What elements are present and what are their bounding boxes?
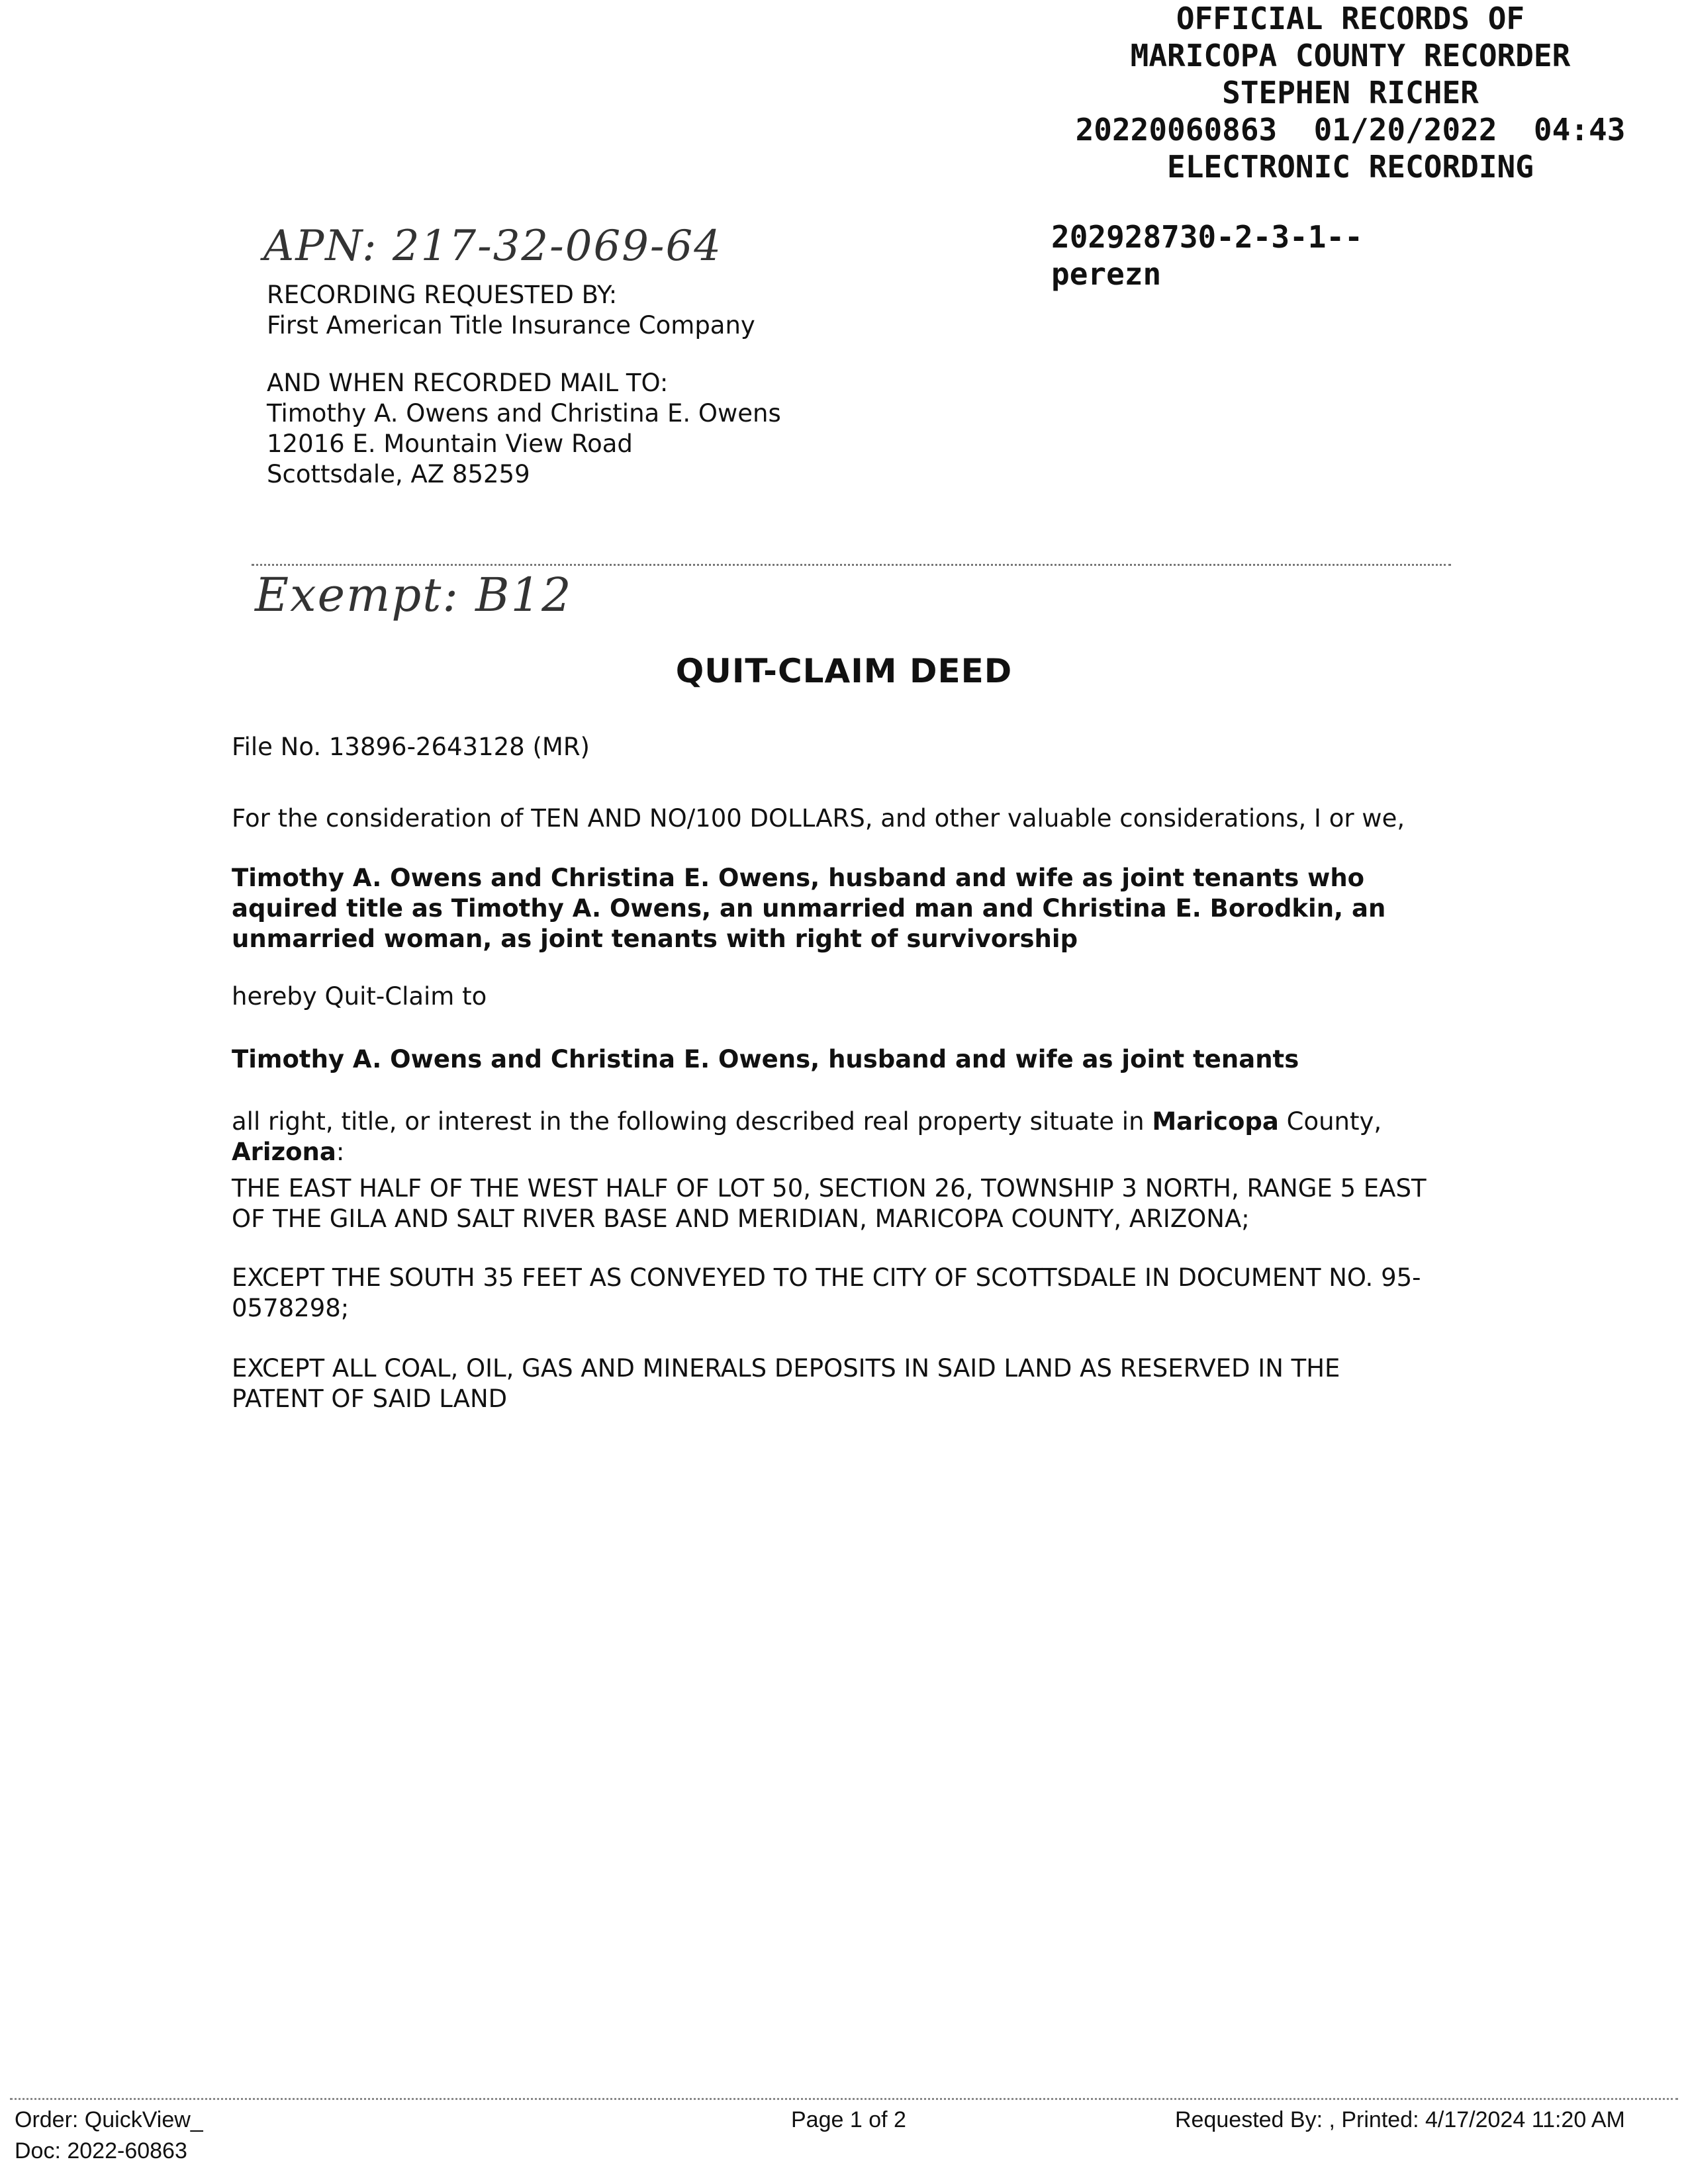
footer-page-number: Page 1 of 2 [791,2107,906,2132]
recording-id [1051,218,1363,293]
stamp-line: 20220060863 01/20/2022 04:43 [1075,112,1626,148]
mail-to-street: 12016 E. Mountain View Road [267,430,633,458]
mail-to-city: Scottsdale, AZ 85259 [267,460,530,488]
legal-description-paragraph: EXCEPT ALL COAL, OIL, GAS AND MINERALS DEPOSITS IN SAID LAND AS RESERVED IN THE PATENT OF SAID LAND [232,1354,1340,1413]
legal-description-paragraph: THE EAST HALF OF THE WEST HALF OF LOT 50, SECTION 26, TOWNSHIP 3 NORTH, RANGE 5 EAST OF THE GILA AND SALT RIVER BASE AND MERIDIAN, MARICOPA COUNTY, ARIZONA; [232,1174,1427,1233]
grantee: Timothy A. Owens and Christina E. Owens, husband and wife as joint tenants [232,1045,1299,1073]
file-number: File No. 13896-2643128 (MR) [232,733,590,761]
recorder-stamp [1033,0,1668,185]
stamp-line: ELECTRONIC RECORDING [1167,149,1534,185]
interest-county: Maricopa [1152,1107,1279,1136]
recording-code: 202928730-2-3-1-- [1051,219,1363,255]
interest-county-word: County, [1286,1107,1382,1136]
recording-user: perezn [1051,256,1162,292]
interest-prefix: all right, title, or interest in the following described real property situate in [232,1107,1145,1136]
header-separator [252,564,1451,566]
mail-to-name: Timothy A. Owens and Christina E. Owens [267,399,781,428]
recording-requested-label: RECORDING REQUESTED BY: [267,281,618,309]
quitclaim-clause: hereby Quit-Claim to [232,982,487,1011]
document-title: QUIT-CLAIM DEED [675,652,1013,690]
grantor: Timothy A. Owens and Christina E. Owens, husband and wife as joint tenants who aquired title as Timothy A. Owens, an unmarried man and Christina E. Borodkin, an unmarried woman, as joint tenants with right of survivorship [232,864,1386,953]
interest-state: Arizona [232,1138,336,1166]
consideration-clause: For the consideration of TEN AND NO/100 DOLLARS, and other valuable considerations, I or we, [232,804,1405,833]
footer-separator [10,2098,1678,2100]
mail-to-label: AND WHEN RECORDED MAIL TO: [267,369,669,397]
recording-requested-company: First American Title Insurance Company [267,311,755,340]
legal-description-paragraph: EXCEPT THE SOUTH 35 FEET AS CONVEYED TO THE CITY OF SCOTTSDALE IN DOCUMENT NO. 95-0578298; [232,1263,1421,1322]
handwritten-exempt: Exempt: B12 [255,568,573,622]
footer-doc: Doc: 2022-60863 [15,2138,187,2163]
handwritten-apn: APN: 217-32-069-64 [263,222,722,271]
footer-requested-printed: Requested By: , Printed: 4/17/2024 11:20 AM [1175,2107,1625,2132]
recording-requested-block [267,280,755,341]
stamp-line: OFFICIAL RECORDS OF [1176,1,1525,36]
interest-clause [232,1107,1463,1167]
stamp-line: MARICOPA COUNTY RECORDER [1130,38,1571,73]
interest-suffix: : [336,1138,345,1166]
footer-order: Order: QuickView_ [15,2107,203,2132]
mail-to-block [267,368,781,490]
stamp-line: STEPHEN RICHER [1222,75,1479,111]
